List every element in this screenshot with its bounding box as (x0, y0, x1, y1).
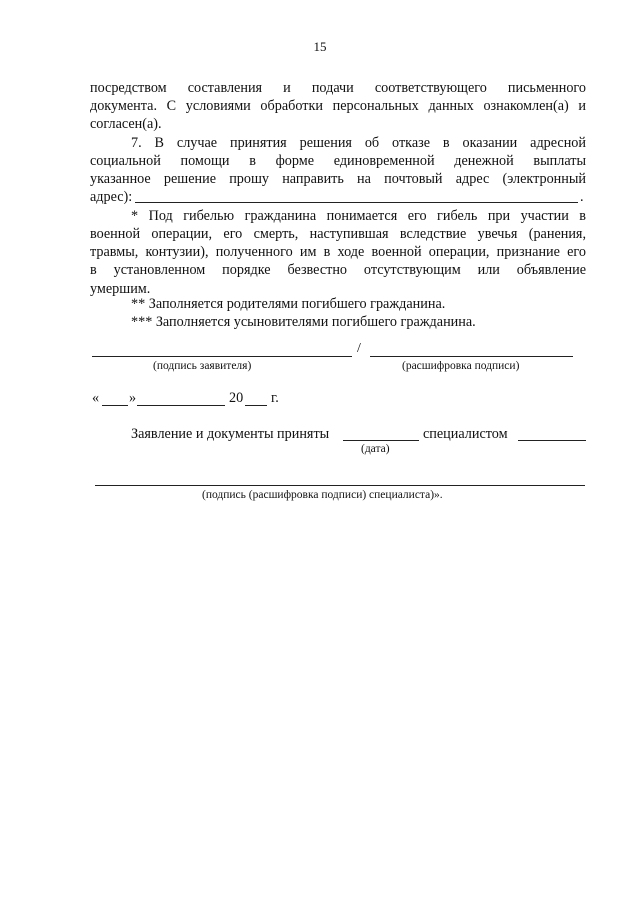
date-month-line[interactable] (137, 405, 225, 406)
date-year-line[interactable] (245, 405, 267, 406)
date-close-quote: » (129, 390, 137, 406)
text-line: * Под гибелью гражданина понимается его гибель при участии в (131, 208, 586, 224)
text-line: посредством составления и подачи соответствующего письменного (90, 80, 586, 96)
signature-decode-line[interactable] (370, 356, 573, 357)
acceptance-text: Заявление и документы приняты (131, 426, 330, 442)
footnote-death-definition (90, 207, 586, 225)
paragraph-refusal-notice-body (90, 152, 586, 188)
text-line: военной операции, его смерть, наступившая вследствие увечья (ранения, (90, 226, 586, 242)
specialist-signature-caption: (подпись (расшифровка подписи) специалиста)». (202, 489, 443, 501)
footnote-death-definition-body (90, 225, 586, 298)
footnote-adoptive-parents: *** Заполняется усыновителями погибшего гражданина. (131, 314, 476, 330)
footnote-parents: ** Заполняется родителями погибшего гражданина. (131, 296, 446, 312)
paragraph-consent (90, 79, 586, 134)
address-row (90, 188, 586, 206)
date-day-line[interactable] (102, 405, 128, 406)
text-line: указанное решение прошу направить на почтовый адрес (электронный (90, 171, 586, 188)
text-line: социальной помощи в форме единовременной денежной выплаты (90, 153, 586, 169)
text-line: умершим. (90, 280, 151, 297)
signature-separator: / (357, 341, 361, 356)
specialist-signature-line[interactable] (95, 485, 585, 486)
acceptance-date-caption: (дата) (361, 443, 390, 455)
address-period: . (580, 189, 584, 205)
date-year-prefix: 20 (229, 390, 244, 406)
date-open-quote: « (92, 390, 100, 406)
acceptance-date-line[interactable] (343, 440, 419, 441)
text-line: в установленном порядке безвестно отсутствующим или объявление (90, 262, 586, 279)
text-line: травмы, контузии), полученного им в ходе военной операции, признание его (90, 244, 586, 261)
text-line: согласен(а). (90, 116, 162, 133)
address-input-line[interactable] (135, 202, 578, 203)
date-year-suffix: г. (271, 390, 279, 406)
specialist-label: специалистом (423, 426, 508, 442)
address-label: адрес): (90, 189, 133, 205)
text-line: документа. С условиями обработки персональных данных ознакомлен(а) и (90, 98, 586, 115)
page-number: 15 (313, 39, 327, 54)
applicant-signature-line[interactable] (92, 356, 352, 357)
paragraph-refusal-notice (90, 134, 586, 152)
applicant-signature-caption: (подпись заявителя) (153, 360, 252, 372)
specialist-name-line[interactable] (518, 440, 586, 441)
text-line: 7. В случае принятия решения об отказе в оказании адресной (131, 135, 586, 151)
signature-decode-caption: (расшифровка подписи) (402, 360, 520, 372)
